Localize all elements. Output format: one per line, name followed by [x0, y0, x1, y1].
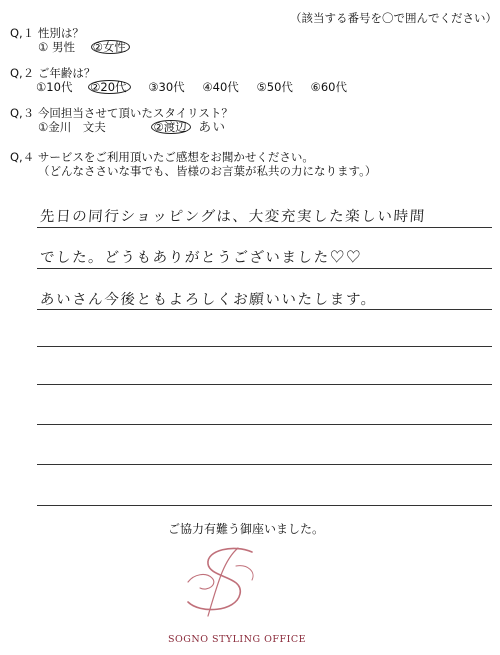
q2-options — [36, 80, 347, 94]
q3-options — [38, 120, 227, 134]
answer-line-2: でした。どうもありがとうございました♡♡ — [39, 250, 363, 266]
q2-option-10s[interactable]: ①10代 — [36, 80, 73, 94]
q3-option-watanabe[interactable]: ②渡辺 — [151, 120, 190, 134]
q1-label: Q,１ 性別は？ — [10, 26, 84, 40]
answer-line-1: 先日の同行ショッピングは、大変充実した楽しい時間 — [39, 209, 427, 225]
q2-option-30s[interactable]: ③30代 — [148, 80, 185, 94]
q3-option-kanagawa[interactable]: ①金川 文夫 — [38, 120, 106, 134]
answer-rule — [37, 505, 492, 506]
answer-rule — [37, 227, 492, 228]
q2-option-50s[interactable]: ⑤50代 — [256, 80, 293, 94]
answer-rule — [37, 384, 492, 385]
q2-option-60s[interactable]: ⑥60代 — [310, 80, 347, 94]
thanks-message: ご協力有難う御座いました。 — [168, 522, 325, 536]
q2-option-40s[interactable]: ④40代 — [202, 80, 239, 94]
q1-options — [38, 40, 130, 54]
q3-handwritten-name: あい — [198, 119, 227, 134]
answer-rule — [37, 424, 492, 425]
logo-monogram-icon — [178, 542, 270, 622]
answer-rule — [37, 464, 492, 465]
company-name: SOGNO STYLING OFFICE — [168, 634, 307, 645]
answer-line-3: あいさん今後ともよろしくお願いいたします。 — [39, 292, 378, 308]
q4-subtext: （どんなささいな事でも、皆様のお言葉が私共の力になります。） — [38, 164, 377, 178]
answer-rule — [37, 309, 492, 310]
q1-option-male[interactable]: ① 男性 — [38, 40, 75, 54]
instruction-text: （該当する番号を〇で囲んでください） — [290, 11, 497, 25]
q2-label: Q,２ ご年齢は？ — [10, 66, 96, 80]
q2-option-20s[interactable]: ②20代 — [88, 80, 130, 94]
answer-rule — [37, 268, 492, 269]
q3-label: Q,３ 今回担当させて頂いたスタイリスト？ — [10, 106, 233, 120]
q1-option-female[interactable]: ②女性 — [91, 40, 130, 54]
q4-label: Q,４ サービスをご利用頂いたご感想をお聞かせください。 — [10, 150, 314, 164]
answer-rule — [37, 346, 492, 347]
